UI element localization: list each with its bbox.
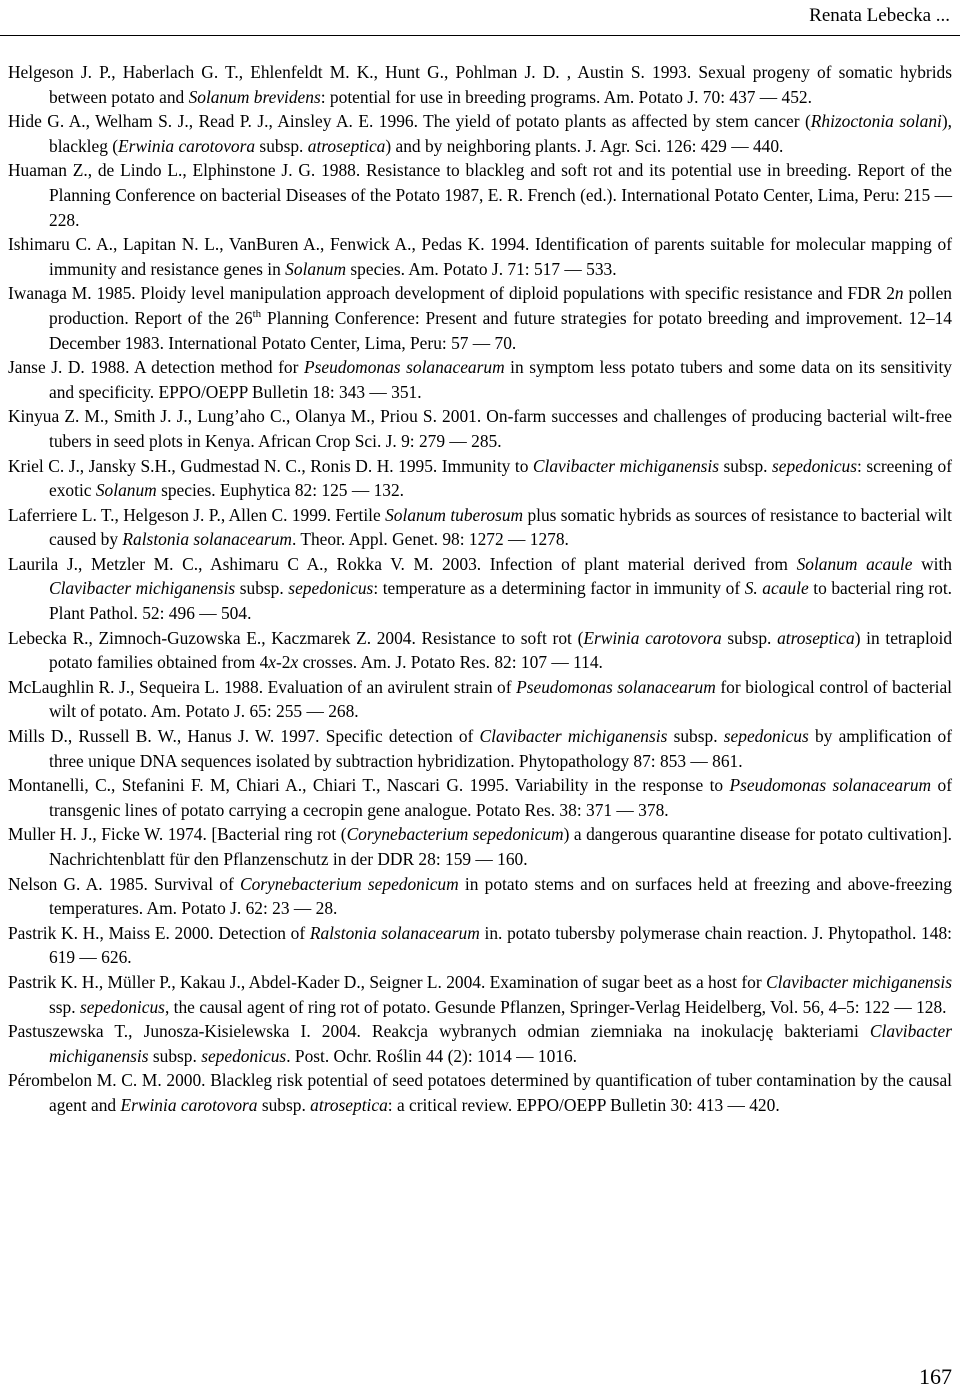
text-run: Hide G. A., Welham S. J., Read P. J., Ainsley A. E. 1996. The yield of potato plants as affected by stem cancer ( [8,111,811,132]
italic-text-run: Solanum [95,480,157,501]
text-run: subsp. [721,627,778,648]
reference-entry-muller [8,822,952,871]
text-run: subsp. [667,726,724,747]
italic-text-run: atroseptica [777,627,855,648]
text-run: Kriel C. J., Jansky S.H., Gudmestad N. C., Ronis D. H. 1995. Immunity to [8,455,533,476]
reference-entry-hide [8,109,952,158]
italic-text-run: atroseptica [307,135,386,156]
text-run: pollen production. Report of the 26 [49,283,952,328]
reference-entry-lebecka [8,626,952,675]
italic-text-run: Solanum acaule [796,553,913,574]
text-run: in. potato tubersby polymerase chain reaction. J. Phytopathol. 148: 619 — 626. [49,922,952,968]
text-run: , the causal agent of ring rot of potato. Gesunde Pflanzen, Springer-Verlag Heidelberg, Vol. 56, 4–5: 122 — 128. [164,996,947,1017]
text-run: Laurila J., Metzler M. C., Ashimaru C A., Rokka V. M. 2003. Infection of plant material derived from [8,553,797,574]
text-run: Pastuszewska T., Junosza-Kisielewska I. 2004. Reakcja wybranych odmian ziemniaka na inokulację bakteriami [8,1021,870,1042]
italic-text-run: Clavibacter michiganensis [766,971,952,992]
text-run: crosses. Am. J. Potato Res. 82: 107 — 114. [298,652,603,673]
text-run: species. Euphytica 82: 125 — 132. [156,480,405,501]
italic-text-run: Solanum [285,258,347,279]
text-run: : potential for use in breeding programs. Am. Potato J. 70: 437 — 452. [320,86,812,107]
text-run: species. Am. Potato J. 71: 517 — 533. [346,258,617,279]
italic-text-run: Corynebacterium sepedonicum [346,824,564,845]
text-run: . Theor. Appl. Genet. 98: 1272 — 1278. [291,529,569,550]
text-run: ) a dangerous quarantine disease for potato cultivation]. Nachrichtenblatt für den Pflanzenschutz in der DDR 28: 159 — 160. [49,824,952,869]
text-run: ) and by neighboring plants. J. Agr. Sci. 126: 429 — 440. [385,135,784,156]
italic-text-run: Clavibacter michiganensis [479,726,668,747]
reference-entry-nelson [8,872,952,921]
text-run: Planning Conference: Present and future strategies for potato breeding and improvement. 12–14 December 1983. International Potato Center, Lima, Peru: 57 — 70. [49,307,952,353]
reference-entry-laferriere [8,503,952,552]
text-run: subsp. [235,578,289,599]
italic-text-run: n [894,283,904,304]
text-run: in potato stems and on surfaces held at freezing and above-freezing temperatures. Am. Potato J. 62: 23 — 28. [49,873,952,919]
italic-text-run: Clavibacter michiganensis [49,578,236,599]
italic-text-run: Erwinia carotovora [583,627,722,648]
text-run: with [912,553,952,574]
text-run: Muller H. J., Ficke W. 1974. [Bacterial ring rot ( [8,824,347,845]
italic-text-run: Rhizoctonia solani [810,111,942,132]
reference-entry-pastrik2004 [8,970,952,1019]
text-run: subsp. [257,1094,311,1115]
text-run: Ishimaru C. A., Lapitan N. L., VanBuren A., Fenwick A., Pedas K. 1994. Identification of parents suitable for molecular mapping of immunity and resistance genes in [8,234,952,279]
text-run: by amplification of three unique DNA sequences isolated by subtraction hybridization. Phytopathology 87: 853 — 861. [49,726,952,771]
reference-entry-janse [8,355,952,404]
text-run: ) in tetraploid potato families obtained from 4 [49,627,953,673]
reference-entry-pastuszewska [8,1019,952,1068]
text-run: Janse J. D. 1988. A detection method for [8,357,304,378]
page-number: 167 [919,1364,952,1389]
reference-entry-helgeson [8,60,952,109]
italic-text-run: x [268,652,276,673]
italic-text-run: Ralstonia solanacearum [309,922,480,943]
text-run: ), blackleg ( [49,111,952,156]
italic-text-run: S. acaule [744,578,809,599]
text-run: Lebecka R., Zimnoch-Guzowska E., Kaczmarek Z. 2004. Resistance to soft rot ( [8,627,584,648]
text-run: Huaman Z., de Lindo L., Elphinstone J. G. 1988. Resistance to blackleg and soft rot and its potential use in breeding. Report of the Planning Conference on bacterial Diseases of the Potato 1987, E. R. French (ed.). International Potato Center, Lima, Peru: 215 — 228. [8,160,952,230]
italic-text-run: Ralstonia solanacearum [122,529,292,550]
italic-text-run: Pseudomonas solanacearum [516,676,716,697]
text-run: of transgenic lines of potato carrying a cecropin gene analogue. Potato Res. 38: 371 — 378. [49,775,952,820]
italic-text-run: sepedonicus [723,726,809,747]
text-run: in symptom less potato tubers and some data on its sensitivity and specificity. EPPO/OEPP Bulletin 18: 343 — 351. [49,357,952,402]
text-run: plus somatic hybrids as sources of resistance to bacterial wilt caused by [49,504,952,550]
reference-entry-mclaughlin [8,675,952,724]
superscript-text-run: th [252,308,262,321]
italic-text-run: Erwinia carotovora [118,135,256,156]
text-run: Laferriere L. T., Helgeson J. P., Allen C. 1999. Fertile [8,504,386,525]
reference-entry-kinyua [8,404,952,453]
italic-text-run: x [290,652,299,673]
reference-entry-mills [8,724,952,773]
reference-entry-pastrik2000 [8,921,952,970]
text-run: : screening of exotic [49,455,952,501]
italic-text-run: Pseudomonas solanacearum [729,775,932,796]
header-rule [0,35,960,36]
text-run: Pérombelon M. C. M. 2000. Blackleg risk potential of seed potatoes determined by quantification of tuber contamination by the causal agent and [8,1070,952,1115]
text-run: . Post. Ochr. Roślin 44 (2): 1014 — 1016. [286,1045,578,1066]
italic-text-run: Clavibacter michiganensis [532,455,720,476]
italic-text-run: Erwinia carotovora [120,1094,258,1115]
italic-text-run: sepedonicus [201,1045,287,1066]
text-run: for biological control of bacterial wilt of potato. Am. Potato J. 65: 255 — 268. [49,676,952,722]
text-run: Iwanaga M. 1985. Ploidy level manipulation approach development of diploid populations with specific resistance and FDR 2 [8,283,895,304]
italic-text-run: sepedonicus [772,455,858,476]
running-header: Renata Lebecka ... [809,5,950,26]
italic-text-run: Clavibacter michiganensis [49,1021,952,1066]
text-run: Nelson G. A. 1985. Survival of [8,873,240,894]
reference-entry-kriel [8,454,952,503]
text-run: subsp. [719,455,773,476]
italic-text-run: atroseptica [310,1094,388,1115]
text-run: : temperature as a determining factor in immunity of [373,578,745,599]
text-run: Pastrik K. H., Maiss E. 2000. Detection of [8,922,310,943]
text-run: McLaughlin R. J., Sequeira L. 1988. Evaluation of an avirulent strain of [8,676,517,697]
text-run: to bacterial ring rot. Plant Pathol. 52: 496 — 504. [49,578,952,624]
text-run: Pastrik K. H., Müller P., Kakau J., Abdel-Kader D., Seigner L. 2004. Examination of sugar beet as a host for [8,971,767,992]
reference-entry-iwanaga [8,281,952,355]
reference-entry-montanelli [8,773,952,822]
reference-entry-perombelon [8,1068,952,1117]
italic-text-run: Solanum tuberosum [385,504,524,525]
reference-entry-ishimaru [8,232,952,281]
text-run: -2 [276,652,291,673]
reference-list [8,60,952,1118]
reference-entry-huaman [8,158,952,232]
text-run: ssp. [49,996,80,1017]
text-run: Helgeson J. P., Haberlach G. T., Ehlenfeldt M. K., Hunt G., Pohlman J. D. , Austin S. 1993. Sexual progeny of somatic hybrids between potato and [8,62,952,107]
italic-text-run: sepedonicus [79,996,165,1017]
italic-text-run: Pseudomonas solanacearum [303,357,505,378]
text-run: subsp. [255,135,308,156]
italic-text-run: sepedonicus [288,578,374,599]
text-run: Montanelli, C., Stefanini F. M, Chiari A., Chiari T., Nascari G. 1995. Variability in the response to [8,775,730,796]
italic-text-run: Solanum brevidens [188,86,321,107]
text-run: Mills D., Russell B. W., Hanus J. W. 1997. Specific detection of [8,726,480,747]
text-run: subsp. [148,1045,202,1066]
text-run: : a critical review. EPPO/OEPP Bulletin 30: 413 — 420. [387,1094,780,1115]
italic-text-run: Corynebacterium sepedonicum [239,873,459,894]
reference-entry-laurila [8,552,952,626]
text-run: Kinyua Z. M., Smith J. J., Lung’aho C., Olanya M., Priou S. 2001. On-farm successes and challenges of producing bacterial wilt-free tubers in seed plots in Kenya. African Crop Sci. J. 9: 279 — 285. [8,406,952,451]
